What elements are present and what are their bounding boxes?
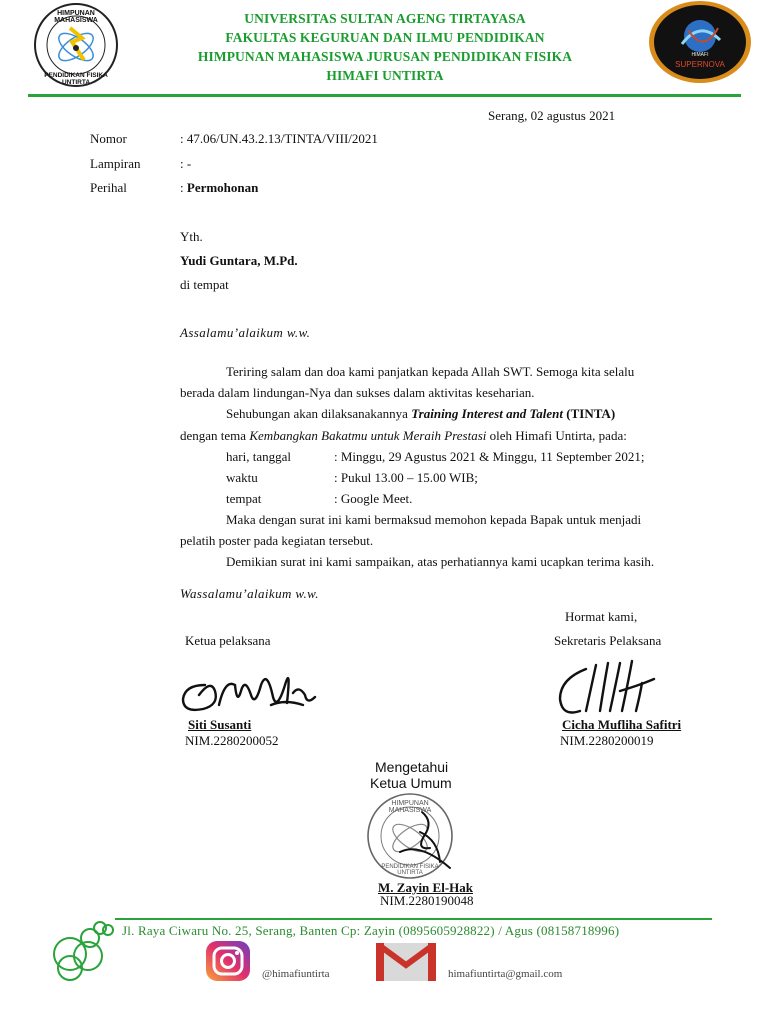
gmail-icon (376, 943, 436, 981)
left-signatory-nim: NIM.2280200052 (185, 733, 279, 748)
detail-place-label: tempat (226, 491, 262, 506)
hormat-kami: Hormat kami, (565, 609, 638, 624)
organization-stamp (360, 792, 460, 880)
right-logo (648, 0, 752, 84)
right-logo-text: SUPERNOVA (675, 60, 725, 69)
left-logo-text-bottom: PENDIDIKAN FISIKA UNTIRTA (44, 72, 108, 86)
mengetahui: Mengetahui (375, 759, 449, 775)
email-address[interactable]: himafiuntirta@gmail.com (448, 968, 563, 980)
perihal-label: Perihal (90, 180, 127, 195)
event-theme: Kembangkan Bakatmu untuk Meraih Prestasi (249, 428, 487, 443)
chairman-name: M. Zayin El-Hak (378, 880, 473, 895)
left-signatory-name: Siti Susanti (188, 717, 252, 732)
header-line-4: HIMAFI UNTIRTA (326, 68, 444, 83)
paragraph-2-line-2 (180, 428, 627, 444)
recipient-name: Yudi Guntara, M.Pd. (180, 253, 298, 268)
p2-line2-post: oleh Himafi Untirta, pada: (486, 428, 627, 443)
detail-time-value: : Pukul 13.00 – 15.00 WIB; (334, 470, 478, 485)
ketua-umum-role: Ketua Umum (370, 775, 452, 791)
event-name: Training Interest and Talent (411, 406, 564, 421)
paragraph-1-line-1: Teriring salam dan doa kami panjatkan kepada Allah SWT. Semoga kita selalu (226, 364, 635, 379)
letter-date: Serang, 02 agustus 2021 (488, 108, 616, 123)
detail-time-label: waktu (226, 470, 258, 485)
nomor-value: : 47.06/UN.43.2.13/TINTA/VIII/2021 (180, 131, 378, 146)
event-acronym: (TINTA) (563, 406, 616, 421)
right-signatory-role: Sekretaris Pelaksana (554, 633, 662, 648)
paragraph-1-line-2: berada dalam lindungan-Nya dan sukses dalam aktivitas keseharian. (180, 385, 535, 400)
left-logo (26, 2, 126, 88)
greeting: Assalamu’alaikum w.w. (180, 325, 311, 340)
header-line-3: HIMPUNAN MAHASISWA JURUSAN PENDIDIKAN FISIKA (197, 49, 573, 64)
header-divider (28, 94, 741, 97)
left-signature (175, 655, 325, 723)
paragraph-3-line-2: pelatih poster pada kegiatan tersebut. (180, 533, 374, 548)
stamp-text-top: HIMPUNAN MAHASISWA (388, 800, 432, 814)
header-line-2: FAKULTAS KEGURUAN DAN ILMU PENDIDIKAN (225, 30, 545, 45)
right-signatory-nim: NIM.2280200019 (560, 733, 654, 748)
yth: Yth. (180, 229, 203, 244)
left-logo-text-top: HIMPUNAN MAHASISWA (54, 10, 98, 24)
lampiran-label: Lampiran (90, 156, 141, 171)
right-signature (550, 655, 660, 723)
perihal-value: Permohonan (186, 180, 259, 195)
footer-divider (115, 918, 712, 920)
right-logo-small-text: HIMAFI (691, 52, 709, 58)
recipient-place: di tempat (180, 277, 229, 292)
right-signatory-name: Cicha Mufliha Safitri (562, 717, 682, 732)
chairman-nim: NIM.2280190048 (380, 893, 474, 908)
lampiran-value: : - (180, 156, 192, 171)
header-line-1: UNIVERSITAS SULTAN AGENG TIRTAYASA (244, 11, 526, 26)
nomor-label: Nomor (90, 131, 127, 146)
footer-address: Jl. Raya Ciwaru No. 25, Serang, Banten Cp: Zayin (0895605928822) / Agus (08158718996) (122, 923, 620, 938)
left-signatory-role: Ketua pelaksana (185, 633, 271, 648)
perihal-colon: : (180, 180, 187, 195)
detail-day-value: : Minggu, 29 Agustus 2021 & Minggu, 11 September 2021; (334, 449, 645, 464)
p2-line2-pre: dengan tema (180, 428, 250, 443)
paragraph-4: Demikian surat ini kami sampaikan, atas perhatiannya kami ucapkan terima kasih. (226, 554, 655, 569)
detail-place-value: : Google Meet. (334, 491, 413, 506)
instagram-handle[interactable]: @himafiuntirta (262, 968, 330, 980)
stamp-text-bottom: PENDIDIKAN FISIKA UNTIRTA (381, 864, 439, 876)
closing-greeting: Wassalamu’alaikum w.w. (180, 586, 319, 601)
footer-bubbles-decoration (40, 912, 120, 984)
perihal-line (180, 180, 258, 196)
instagram-icon (205, 940, 251, 982)
p2-pre: Sehubungan akan dilaksanakannya (226, 406, 412, 421)
detail-day-label: hari, tanggal (226, 449, 291, 464)
paragraph-2-line-1 (226, 406, 615, 422)
paragraph-3-line-1: Maka dengan surat ini kami bermaksud memohon kepada Bapak untuk menjadi (226, 512, 642, 527)
